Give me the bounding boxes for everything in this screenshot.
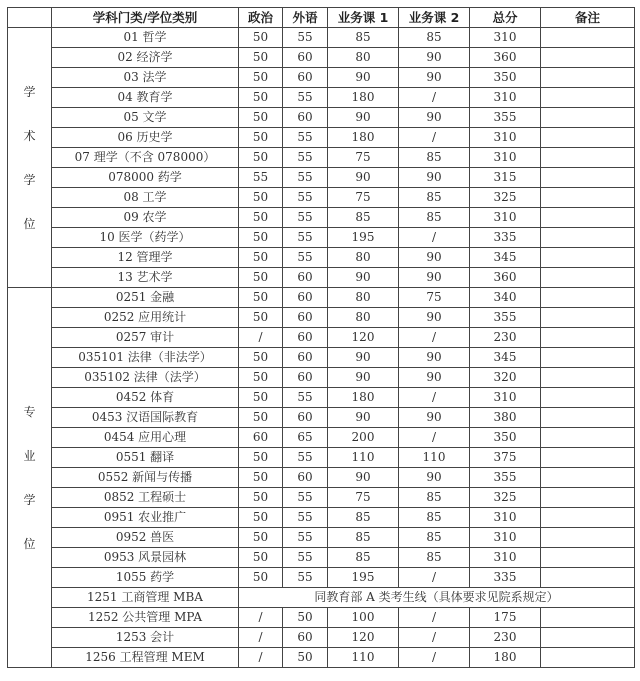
table-row [8,528,635,548]
total-cell: 360 [470,268,541,288]
course1-cell: 90 [328,408,399,428]
note-cell [541,188,635,208]
note-cell [541,308,635,328]
total-cell: 310 [470,548,541,568]
header-politics: 政治 [239,8,283,28]
table-row [8,288,635,308]
table-row [8,48,635,68]
politics-cell: 50 [239,48,283,68]
total-cell: 380 [470,408,541,428]
note-cell [541,508,635,528]
politics-cell: 50 [239,388,283,408]
discipline-name-cell: 0551 翻译 [52,448,239,468]
course2-cell: 75 [399,288,470,308]
table-row [8,168,635,188]
course1-cell: 80 [328,288,399,308]
language-cell: 55 [283,388,328,408]
course1-cell: 90 [328,348,399,368]
politics-cell: 50 [239,368,283,388]
politics-cell: 50 [239,408,283,428]
table-row [8,208,635,228]
note-cell [541,568,635,588]
note-cell [541,468,635,488]
language-cell: 50 [283,608,328,628]
discipline-name-cell: 1055 药学 [52,568,239,588]
course1-cell: 180 [328,128,399,148]
politics-cell: 50 [239,248,283,268]
total-cell: 350 [470,68,541,88]
section-label [8,288,52,668]
table-row [8,328,635,348]
language-cell: 60 [283,308,328,328]
header-course1: 业务课 1 [328,8,399,28]
table-row [8,468,635,488]
total-cell: 335 [470,568,541,588]
course1-cell: 90 [328,268,399,288]
total-cell: 230 [470,628,541,648]
course1-cell: 80 [328,308,399,328]
note-cell [541,48,635,68]
course2-cell: / [399,608,470,628]
course1-cell: 90 [328,468,399,488]
language-cell: 55 [283,168,328,188]
total-cell: 325 [470,488,541,508]
table-row [8,248,635,268]
discipline-name-cell: 0952 兽医 [52,528,239,548]
section-label-char: 位 [23,536,36,551]
course1-cell: 100 [328,608,399,628]
discipline-name-cell: 09 农学 [52,208,239,228]
note-cell [541,208,635,228]
politics-cell: 50 [239,108,283,128]
note-cell [541,648,635,668]
course2-cell: 85 [399,508,470,528]
discipline-name-cell: 0452 体育 [52,388,239,408]
header-total: 总分 [470,8,541,28]
total-cell: 175 [470,608,541,628]
language-cell: 55 [283,208,328,228]
course1-cell: 85 [328,28,399,48]
language-cell: 60 [283,328,328,348]
note-cell [541,148,635,168]
course2-cell: 90 [399,268,470,288]
discipline-name-cell: 03 法学 [52,68,239,88]
course2-cell: 85 [399,208,470,228]
language-cell: 55 [283,488,328,508]
language-cell: 55 [283,548,328,568]
table-row [8,268,635,288]
table-row [8,568,635,588]
discipline-name-cell: 035101 法律（非法学） [52,348,239,368]
discipline-name-cell: 078000 药学 [52,168,239,188]
course1-cell: 90 [328,168,399,188]
note-cell [541,448,635,468]
note-cell [541,388,635,408]
total-cell: 375 [470,448,541,468]
course2-cell: / [399,88,470,108]
language-cell: 55 [283,448,328,468]
note-cell [541,368,635,388]
total-cell: 310 [470,528,541,548]
header-course2: 业务课 2 [399,8,470,28]
table-row [8,508,635,528]
table-row [8,408,635,428]
course1-cell: 195 [328,568,399,588]
section-label [8,28,52,288]
total-cell: 335 [470,228,541,248]
discipline-name-cell: 1252 公共管理 MPA [52,608,239,628]
total-cell: 320 [470,368,541,388]
total-cell: 310 [470,508,541,528]
politics-cell: 60 [239,428,283,448]
politics-cell: 50 [239,228,283,248]
course1-cell: 80 [328,248,399,268]
course2-cell: / [399,328,470,348]
language-cell: 65 [283,428,328,448]
total-cell: 310 [470,208,541,228]
politics-cell: 50 [239,128,283,148]
total-cell: 355 [470,308,541,328]
merged-note-cell: 同教育部 A 类考生线（具体要求见院系规定） [239,588,635,608]
total-cell: 355 [470,108,541,128]
course1-cell: 85 [328,528,399,548]
course2-cell: / [399,428,470,448]
section-label-char: 学 [23,84,36,99]
course2-cell: 90 [399,348,470,368]
note-cell [541,168,635,188]
course2-cell: 90 [399,108,470,128]
course1-cell: 120 [328,328,399,348]
table-row [8,148,635,168]
discipline-name-cell: 02 经济学 [52,48,239,68]
course2-cell: 90 [399,48,470,68]
politics-cell: 50 [239,448,283,468]
politics-cell: / [239,648,283,668]
discipline-name-cell: 08 工学 [52,188,239,208]
section-label-text [8,81,51,235]
note-cell [541,108,635,128]
total-cell: 310 [470,28,541,48]
section-label-char: 术 [23,128,36,143]
table-row [8,368,635,388]
language-cell: 60 [283,108,328,128]
politics-cell: 50 [239,88,283,108]
politics-cell: 50 [239,528,283,548]
total-cell: 230 [470,328,541,348]
course1-cell: 180 [328,388,399,408]
course2-cell: / [399,628,470,648]
language-cell: 50 [283,648,328,668]
course1-cell: 110 [328,648,399,668]
section-label-char: 业 [23,448,36,463]
table-row [8,608,635,628]
course2-cell: / [399,228,470,248]
discipline-name-cell: 0453 汉语国际教育 [52,408,239,428]
discipline-name-cell: 0953 风景园林 [52,548,239,568]
language-cell: 55 [283,528,328,548]
language-cell: 60 [283,68,328,88]
course2-cell: 90 [399,248,470,268]
language-cell: 55 [283,228,328,248]
table-row [8,628,635,648]
language-cell: 60 [283,628,328,648]
table-row [8,88,635,108]
table-row [8,648,635,668]
table-row [8,188,635,208]
total-cell: 310 [470,88,541,108]
language-cell: 55 [283,248,328,268]
discipline-name-cell: 0257 审计 [52,328,239,348]
course1-cell: 85 [328,208,399,228]
section-label-text [8,401,51,555]
section-label-char: 专 [23,404,36,419]
language-cell: 60 [283,48,328,68]
total-cell: 340 [470,288,541,308]
note-cell [541,228,635,248]
discipline-name-cell: 0252 应用统计 [52,308,239,328]
course1-cell: 85 [328,508,399,528]
course2-cell: 90 [399,368,470,388]
course2-cell: / [399,648,470,668]
note-cell [541,268,635,288]
score-line-table [7,7,635,668]
note-cell [541,548,635,568]
course2-cell: 85 [399,188,470,208]
note-cell [541,628,635,648]
course1-cell: 80 [328,48,399,68]
section-label-char: 学 [23,172,36,187]
course2-cell: / [399,388,470,408]
discipline-name-cell: 0552 新闻与传播 [52,468,239,488]
course1-cell: 75 [328,488,399,508]
note-cell [541,348,635,368]
course1-cell: 90 [328,368,399,388]
course2-cell: / [399,128,470,148]
language-cell: 60 [283,348,328,368]
language-cell: 60 [283,268,328,288]
table-row [8,348,635,368]
discipline-name-cell: 05 文学 [52,108,239,128]
discipline-name-cell: 035102 法律（法学） [52,368,239,388]
total-cell: 325 [470,188,541,208]
course1-cell: 75 [328,188,399,208]
course2-cell: 85 [399,28,470,48]
total-cell: 345 [470,248,541,268]
language-cell: 55 [283,88,328,108]
course2-cell: / [399,568,470,588]
language-cell: 55 [283,148,328,168]
table-row [8,128,635,148]
discipline-name-cell: 12 管理学 [52,248,239,268]
course2-cell: 90 [399,468,470,488]
language-cell: 55 [283,188,328,208]
table-header-row [8,8,635,28]
note-cell [541,28,635,48]
language-cell: 60 [283,468,328,488]
course1-cell: 75 [328,148,399,168]
politics-cell: 50 [239,208,283,228]
table-row [8,488,635,508]
language-cell: 55 [283,128,328,148]
note-cell [541,328,635,348]
course1-cell: 180 [328,88,399,108]
course1-cell: 90 [328,108,399,128]
note-cell [541,288,635,308]
table-row [8,448,635,468]
header-group [8,8,52,28]
discipline-name-cell: 0852 工程硕士 [52,488,239,508]
politics-cell: 50 [239,68,283,88]
total-cell: 315 [470,168,541,188]
section-label-char: 学 [23,492,36,507]
course2-cell: 85 [399,528,470,548]
discipline-name-cell: 0454 应用心理 [52,428,239,448]
total-cell: 355 [470,468,541,488]
course2-cell: 85 [399,488,470,508]
language-cell: 60 [283,408,328,428]
course2-cell: 90 [399,168,470,188]
note-cell [541,528,635,548]
course1-cell: 110 [328,448,399,468]
politics-cell: 50 [239,488,283,508]
total-cell: 360 [470,48,541,68]
table-row [8,28,635,48]
course1-cell: 200 [328,428,399,448]
discipline-name-cell: 1253 会计 [52,628,239,648]
politics-cell: / [239,628,283,648]
course1-cell: 90 [328,68,399,88]
politics-cell: 50 [239,348,283,368]
table-row [8,588,635,608]
table-row [8,108,635,128]
politics-cell: 50 [239,28,283,48]
table-row [8,308,635,328]
politics-cell: / [239,608,283,628]
language-cell: 55 [283,508,328,528]
discipline-name-cell: 1256 工程管理 MEM [52,648,239,668]
course1-cell: 85 [328,548,399,568]
course2-cell: 85 [399,548,470,568]
politics-cell: 50 [239,148,283,168]
course1-cell: 120 [328,628,399,648]
politics-cell: 50 [239,308,283,328]
table-row [8,388,635,408]
language-cell: 55 [283,28,328,48]
note-cell [541,248,635,268]
politics-cell: 50 [239,288,283,308]
discipline-name-cell: 06 历史学 [52,128,239,148]
total-cell: 350 [470,428,541,448]
discipline-name-cell: 0251 金融 [52,288,239,308]
politics-cell: 50 [239,188,283,208]
course2-cell: 90 [399,68,470,88]
discipline-name-cell: 04 教育学 [52,88,239,108]
politics-cell: 50 [239,268,283,288]
total-cell: 180 [470,648,541,668]
note-cell [541,488,635,508]
politics-cell: 55 [239,168,283,188]
course1-cell: 195 [328,228,399,248]
table-row [8,68,635,88]
course2-cell: 90 [399,408,470,428]
language-cell: 55 [283,568,328,588]
note-cell [541,608,635,628]
politics-cell: 50 [239,548,283,568]
table-row [8,228,635,248]
total-cell: 310 [470,148,541,168]
language-cell: 60 [283,368,328,388]
discipline-name-cell: 0951 农业推广 [52,508,239,528]
course2-cell: 85 [399,148,470,168]
politics-cell: 50 [239,508,283,528]
section-label-char: 位 [23,216,36,231]
discipline-name-cell: 10 医学（药学） [52,228,239,248]
discipline-name-cell: 1251 工商管理 MBA [52,588,239,608]
table-row [8,428,635,448]
table-row [8,548,635,568]
total-cell: 310 [470,128,541,148]
header-note: 备注 [541,8,635,28]
discipline-name-cell: 13 艺术学 [52,268,239,288]
note-cell [541,428,635,448]
note-cell [541,68,635,88]
header-discipline: 学科门类/学位类别 [52,8,239,28]
politics-cell: 50 [239,468,283,488]
course2-cell: 90 [399,308,470,328]
politics-cell: / [239,328,283,348]
politics-cell: 50 [239,568,283,588]
total-cell: 310 [470,388,541,408]
header-language: 外语 [283,8,328,28]
language-cell: 60 [283,288,328,308]
note-cell [541,408,635,428]
discipline-name-cell: 07 理学（不含 078000） [52,148,239,168]
discipline-name-cell: 01 哲学 [52,28,239,48]
note-cell [541,88,635,108]
total-cell: 345 [470,348,541,368]
course2-cell: 110 [399,448,470,468]
note-cell [541,128,635,148]
